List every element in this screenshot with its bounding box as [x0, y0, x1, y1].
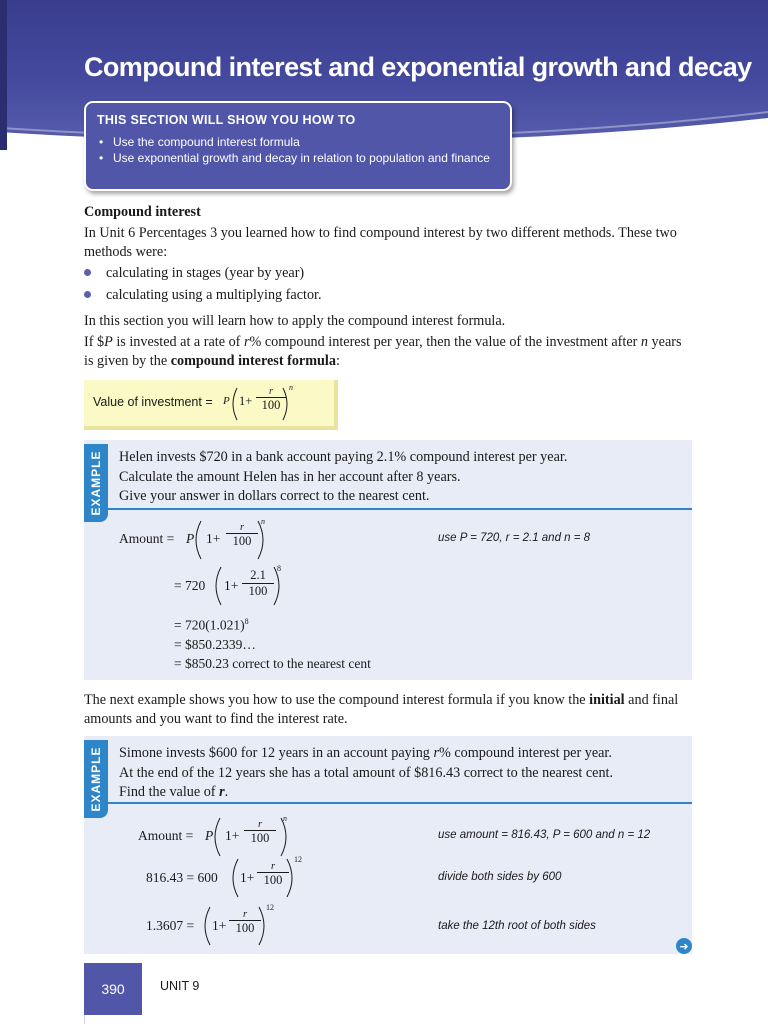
page-title: Compound interest and exponential growth and decay: [84, 52, 752, 82]
transition-paragraph: The next example shows you how to use the compound interest formula if you know the initial and final amounts and you want to find the interest rate.: [84, 692, 679, 727]
formula-fraction: r 100: [256, 386, 286, 413]
formula-label: Value of investment =: [93, 395, 213, 409]
continue-arrow-icon[interactable]: ➜: [676, 938, 692, 954]
fraction: r 100: [257, 861, 289, 888]
bullet-dot-icon: [84, 269, 91, 276]
example-2-question: Simone invests $600 for 12 years in an account paying r% compound interest per year. At the end of the 12 years she has a total amount of $816.43 correct to the nearest cent. Find the value of r.: [119, 745, 614, 800]
formula-intro-text: If $P is invested at a rate of r% compound interest per year, then the value of the investment after n years is given by the compound interest formula:: [84, 334, 682, 369]
example-separator: [108, 802, 692, 804]
working-note: use P = 720, r = 2.1 and n = 8: [438, 532, 591, 544]
method-bullet: calculating using a multiplying factor.: [84, 286, 322, 305]
section-objectives-box: [84, 101, 512, 191]
unit-label: UNIT 9: [160, 979, 200, 993]
working-note: divide both sides by 600: [438, 871, 562, 883]
example-separator: [108, 508, 692, 510]
example-2-box: EXAMPLE Simone invests $600 for 12 years in an account paying r% compound interest per year. At the end of the 12 years she has a total amount of $816.43 correct to the nearest cent. Find the value of r. Amount = P 1+ r 100 n use amount = 816.43, P = 600 and n = 12 816.43 = 600 1+ r 100 12 divide both sides by 600 1.3607 = 1+ r 100 12 take the 12th root of both sides: [84, 736, 692, 954]
working-note: use amount = 816.43, P = 600 and n = 12: [438, 829, 651, 841]
page-number-box: [84, 963, 142, 1015]
page-number: 390: [101, 981, 125, 997]
amount-label: Amount =: [138, 828, 194, 843]
compound-intro-paragraph: In Unit 6 Percentages 3 you learned how to find compound interest by two different methods. These two methods were:: [84, 225, 677, 260]
example-1-box: EXAMPLE Helen invests $720 in a bank account paying 2.1% compound interest per year. Calculate the amount Helen has in her account after 8 years. Give your answer in dollars correct to the nearest cent. Amount = P 1+ r 100 n use P = 720, r = 2.1 and n = 8 = 720 1+ $\frac{2.1}{100}$ 8 = $720(1.021)^8$ = $850.2339… = $850.23 correct to the nearest cent: [84, 440, 692, 680]
objective-item: • Use exponential growth and decay in relation to population and finance: [96, 150, 496, 166]
example-tab: EXAMPLE: [84, 740, 108, 818]
example-1-question: Helen invests $720 in a bank account paying 2.1% compound interest per year. Calculate the amount Helen has in her account after 8 years. Give your answer in dollars correct to the nearest cent.: [119, 449, 568, 504]
compound-interest-heading: Compound interest: [84, 204, 201, 220]
fraction: r 100: [229, 909, 261, 936]
objective-item: • Use the compound interest formula: [96, 134, 496, 150]
section-objectives-heading: THIS SECTION WILL SHOW YOU HOW TO: [97, 113, 356, 127]
example-tab: EXAMPLE: [84, 444, 108, 522]
method-bullet: calculating in stages (year by year): [84, 264, 304, 283]
amount-label: Amount =: [119, 531, 175, 546]
fraction: r 100: [226, 522, 258, 549]
bullet-dot-icon: [84, 291, 91, 298]
fraction: r 100: [244, 819, 276, 846]
section-objectives-list: [96, 134, 496, 166]
compound-interest-formula-box: Value of investment = P 1+ r 100 n: [84, 380, 338, 430]
section-purpose-text: In this section you will learn how to apply the compound interest formula.: [84, 313, 506, 329]
fraction: $\frac{2.1}{100}$: [242, 568, 274, 599]
working-note: take the 12th root of both sides: [438, 920, 596, 932]
